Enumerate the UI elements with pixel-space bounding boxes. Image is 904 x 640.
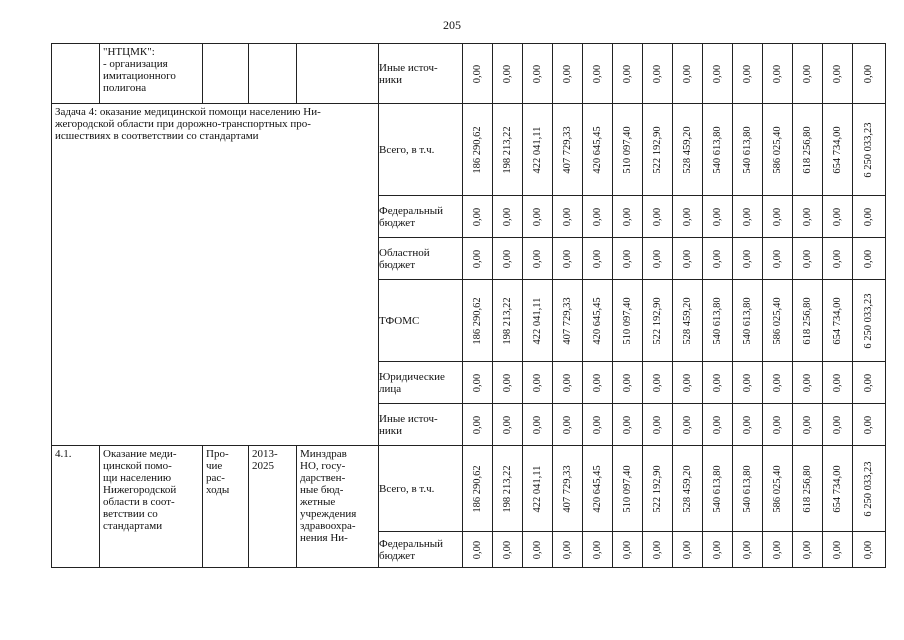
- value-text: 0,00: [471, 540, 483, 559]
- value-cell: [763, 404, 793, 446]
- value-cell: 0,00: [613, 44, 643, 104]
- value-cell: [793, 532, 823, 568]
- value-cell: [463, 238, 493, 280]
- value-cell: [823, 362, 853, 404]
- value-text: 0,00: [831, 415, 843, 434]
- value-cell: [583, 280, 613, 362]
- value-text: 0,00: [501, 415, 513, 434]
- value-text: 0,00: [831, 249, 843, 268]
- value-cell: [823, 404, 853, 446]
- source-label: Всего, в т.ч.: [379, 482, 435, 495]
- value-cell: [823, 280, 853, 362]
- value-text: 198 213,22: [501, 125, 513, 174]
- value-text: 0,00: [831, 540, 843, 559]
- value-text: 420 645,45: [591, 125, 603, 174]
- source-label: Иные источ- ники: [379, 61, 438, 86]
- value-text: 6 250 033,23: [863, 292, 874, 349]
- item-period-cell-text: 2013- 2025: [252, 448, 278, 472]
- value-text: 422 041,11: [531, 297, 543, 344]
- value-cell: [823, 532, 853, 568]
- value-cell: [673, 280, 703, 362]
- value-text: 618 256,80: [801, 296, 813, 345]
- value-cell: [853, 404, 886, 446]
- value-cell: [733, 446, 763, 532]
- value-cell: [553, 446, 583, 532]
- value-text: 407 729,33: [561, 125, 573, 174]
- value-text: 0,00: [741, 540, 753, 559]
- value-text: 198 213,22: [501, 296, 513, 345]
- value-cell: [703, 196, 733, 238]
- source-cell: [379, 404, 463, 446]
- source-cell: [379, 104, 463, 196]
- value-cell: 0,00: [583, 44, 613, 104]
- value-text: 0,00: [561, 249, 573, 268]
- table-row: [52, 446, 886, 532]
- executor-cell: [297, 44, 379, 104]
- value-cell: [553, 104, 583, 196]
- value-text: 540 613,80: [741, 464, 753, 513]
- value-text: 0,00: [591, 373, 603, 392]
- value-cell: [823, 104, 853, 196]
- value-cell: [493, 104, 523, 196]
- value-cell: [733, 104, 763, 196]
- value-cell: [493, 196, 523, 238]
- value-text: 618 256,80: [801, 125, 813, 174]
- value-cell: [793, 362, 823, 404]
- table-body: [52, 44, 886, 568]
- value-cell: [703, 238, 733, 280]
- value-text: 510 097,40: [621, 296, 633, 345]
- value-text: 0,00: [561, 207, 573, 226]
- value-cell: [613, 238, 643, 280]
- value-cell: [853, 196, 886, 238]
- value-text: 522 192,90: [651, 296, 663, 345]
- value-text: 0,00: [531, 540, 543, 559]
- value-cell: [643, 362, 673, 404]
- page-number: 205: [443, 18, 461, 32]
- value-cell: [613, 362, 643, 404]
- value-cell: [553, 532, 583, 568]
- value-cell: [523, 104, 553, 196]
- value-cell: [493, 532, 523, 568]
- value-text: 0,00: [531, 415, 543, 434]
- value-text: 522 192,90: [651, 464, 663, 513]
- value-cell: [493, 362, 523, 404]
- source-cell: [379, 196, 463, 238]
- value-text: 407 729,33: [561, 296, 573, 345]
- value-text: 0,00: [711, 540, 723, 559]
- value-cell: [703, 446, 733, 532]
- value-text: 586 025,40: [771, 464, 783, 513]
- value-text: 0,00: [741, 207, 753, 226]
- value-text: 0,00: [621, 373, 633, 392]
- value-cell: [583, 404, 613, 446]
- value-text: 528 459,20: [681, 464, 693, 513]
- value-cell: [763, 238, 793, 280]
- value-text: 540 613,80: [741, 296, 753, 345]
- table-row: [52, 104, 886, 196]
- value-cell: 0,00: [853, 44, 886, 104]
- value-cell: [463, 104, 493, 196]
- value-text: 0,00: [471, 373, 483, 392]
- value-cell: [553, 404, 583, 446]
- value-cell: [703, 104, 733, 196]
- value-text: 0,00: [681, 373, 693, 392]
- value-text: 540 613,80: [711, 125, 723, 174]
- source-label: Федеральный бюджет: [379, 204, 444, 229]
- value-cell: 0,00: [523, 44, 553, 104]
- value-text: 0,00: [651, 540, 663, 559]
- value-text: 0,00: [771, 373, 783, 392]
- value-text: 586 025,40: [771, 296, 783, 345]
- source-cell: [379, 446, 463, 532]
- value-cell: [793, 446, 823, 532]
- value-cell: 0,00: [703, 44, 733, 104]
- value-cell: [823, 446, 853, 532]
- value-cell: [643, 238, 673, 280]
- value-cell: [763, 196, 793, 238]
- item-number-cell: [52, 446, 100, 568]
- value-cell: [523, 196, 553, 238]
- value-cell: [673, 104, 703, 196]
- value-text: 540 613,80: [711, 464, 723, 513]
- value-cell: [583, 532, 613, 568]
- value-cell: [463, 196, 493, 238]
- value-text: 0,00: [531, 373, 543, 392]
- value-cell: 0,00: [463, 44, 493, 104]
- value-cell: 0,00: [493, 44, 523, 104]
- source-label: Юридические лица: [379, 370, 445, 395]
- value-cell: [763, 532, 793, 568]
- value-cell: [613, 280, 643, 362]
- value-text: 586 025,40: [771, 125, 783, 174]
- value-text: 0,00: [741, 373, 753, 392]
- item-period-cell: [249, 446, 297, 568]
- item-executor-cell-text: Минздрав НО, госу- дарствен- ные бюд- жетные учреждения здравоохра- нения Ни-: [300, 448, 357, 544]
- value-cell: [793, 196, 823, 238]
- value-text: 0,00: [471, 207, 483, 226]
- value-text: 0,00: [801, 249, 813, 268]
- value-cell: [583, 238, 613, 280]
- value-text: 407 729,33: [561, 464, 573, 513]
- item-category-cell: [203, 446, 249, 568]
- value-cell: [763, 280, 793, 362]
- value-text: 0,00: [801, 540, 813, 559]
- value-text: 0,00: [591, 207, 603, 226]
- number-cell: [52, 44, 100, 104]
- value-text: 0,00: [711, 249, 723, 268]
- value-text: 0,00: [771, 415, 783, 434]
- category-cell: [203, 44, 249, 104]
- value-text: 528 459,20: [681, 296, 693, 345]
- value-text: 0,00: [651, 207, 663, 226]
- task-title-cell-text: Задача 4: оказание медицинской помощи населению Ни- жегородской области при дорожно-транспортных про- исшествиях в соответствии со стандартами: [55, 106, 321, 142]
- value-text: 186 290,62: [471, 125, 483, 174]
- value-cell: [463, 362, 493, 404]
- value-cell: [553, 280, 583, 362]
- value-cell: [793, 404, 823, 446]
- value-text: 0,00: [621, 415, 633, 434]
- value-text: 186 290,62: [471, 464, 483, 513]
- value-cell: [673, 532, 703, 568]
- value-cell: [613, 532, 643, 568]
- value-cell: [853, 362, 886, 404]
- value-cell: [733, 280, 763, 362]
- value-text: 0,00: [711, 207, 723, 226]
- value-cell: [523, 362, 553, 404]
- source-label: Всего, в т.ч.: [379, 143, 435, 156]
- value-text: 0,00: [651, 415, 663, 434]
- source-cell: [379, 532, 463, 568]
- source-cell: [379, 44, 463, 104]
- value-text: 0,00: [531, 207, 543, 226]
- source-label: ТФОМС: [379, 314, 420, 327]
- item-name-cell-text: Оказание меди- цинской помо- щи населению Нижегородской области в соот- ветствии со стандартами: [103, 448, 177, 532]
- value-text: 0,00: [501, 540, 513, 559]
- value-text: 0,00: [801, 415, 813, 434]
- value-cell: [463, 532, 493, 568]
- value-text: 0,00: [651, 249, 663, 268]
- value-cell: [793, 238, 823, 280]
- task-title-cell: [52, 104, 379, 446]
- value-cell: [733, 196, 763, 238]
- value-text: 0,00: [863, 415, 874, 434]
- value-cell: [583, 362, 613, 404]
- value-text: 420 645,45: [591, 464, 603, 513]
- value-cell: [553, 196, 583, 238]
- value-cell: [673, 196, 703, 238]
- table-row: [52, 44, 886, 104]
- value-cell: [673, 446, 703, 532]
- value-text: 0,00: [561, 540, 573, 559]
- value-cell: [643, 404, 673, 446]
- value-text: 0,00: [591, 415, 603, 434]
- value-text: 540 613,80: [741, 125, 753, 174]
- value-text: 654 734,00: [831, 125, 843, 174]
- value-cell: [553, 238, 583, 280]
- org-cell: [100, 44, 203, 104]
- value-text: 0,00: [681, 207, 693, 226]
- value-cell: [733, 532, 763, 568]
- value-cell: [583, 446, 613, 532]
- value-text: 0,00: [471, 249, 483, 268]
- value-cell: [733, 362, 763, 404]
- value-cell: [643, 532, 673, 568]
- value-cell: [583, 196, 613, 238]
- value-cell: [583, 104, 613, 196]
- value-cell: [853, 104, 886, 196]
- value-cell: [793, 104, 823, 196]
- value-text: 0,00: [801, 207, 813, 226]
- source-cell: [379, 238, 463, 280]
- value-cell: [703, 404, 733, 446]
- value-cell: [643, 446, 673, 532]
- value-cell: [703, 362, 733, 404]
- value-text: 0,00: [863, 373, 874, 392]
- value-cell: [853, 238, 886, 280]
- value-cell: [493, 238, 523, 280]
- value-text: 186 290,62: [471, 296, 483, 345]
- value-text: 6 250 033,23: [863, 121, 874, 178]
- value-cell: [613, 196, 643, 238]
- item-name-cell: [100, 446, 203, 568]
- value-cell: [793, 280, 823, 362]
- value-text: 420 645,45: [591, 296, 603, 345]
- value-cell: [553, 362, 583, 404]
- value-cell: [643, 196, 673, 238]
- value-cell: 0,00: [643, 44, 673, 104]
- value-text: 0,00: [771, 540, 783, 559]
- source-label: Федеральный бюджет: [379, 537, 444, 562]
- value-cell: [733, 238, 763, 280]
- value-text: 0,00: [863, 207, 874, 226]
- value-text: 0,00: [741, 415, 753, 434]
- value-cell: [523, 532, 553, 568]
- value-cell: 0,00: [553, 44, 583, 104]
- value-text: 6 250 033,23: [863, 460, 874, 517]
- value-cell: 0,00: [793, 44, 823, 104]
- item-number-cell-text: 4.1.: [55, 448, 72, 460]
- value-cell: [673, 362, 703, 404]
- value-text: 0,00: [591, 249, 603, 268]
- value-cell: [613, 104, 643, 196]
- value-text: 0,00: [741, 249, 753, 268]
- value-cell: [523, 404, 553, 446]
- value-text: 0,00: [831, 373, 843, 392]
- value-cell: [703, 532, 733, 568]
- value-text: 0,00: [501, 207, 513, 226]
- budget-table: [51, 43, 886, 568]
- value-cell: 0,00: [823, 44, 853, 104]
- value-text: 0,00: [531, 249, 543, 268]
- value-text: 0,00: [621, 207, 633, 226]
- value-text: 0,00: [621, 540, 633, 559]
- value-text: 528 459,20: [681, 125, 693, 174]
- value-cell: 0,00: [673, 44, 703, 104]
- value-cell: [463, 280, 493, 362]
- value-cell: [733, 404, 763, 446]
- value-cell: [613, 404, 643, 446]
- source-cell: [379, 280, 463, 362]
- value-cell: [523, 446, 553, 532]
- value-text: 0,00: [863, 249, 874, 268]
- value-text: 510 097,40: [621, 464, 633, 513]
- value-cell: [463, 446, 493, 532]
- value-cell: [853, 532, 886, 568]
- value-cell: [703, 280, 733, 362]
- value-text: 540 613,80: [711, 296, 723, 345]
- value-text: 0,00: [651, 373, 663, 392]
- value-cell: [853, 446, 886, 532]
- source-cell: [379, 362, 463, 404]
- value-text: 654 734,00: [831, 296, 843, 345]
- value-text: 0,00: [561, 373, 573, 392]
- value-cell: 0,00: [733, 44, 763, 104]
- value-text: 0,00: [711, 415, 723, 434]
- value-text: 0,00: [681, 540, 693, 559]
- value-cell: [493, 446, 523, 532]
- value-cell: [823, 196, 853, 238]
- value-text: 0,00: [471, 415, 483, 434]
- value-text: 0,00: [711, 373, 723, 392]
- value-text: 0,00: [591, 540, 603, 559]
- period-cell: [249, 44, 297, 104]
- value-text: 198 213,22: [501, 464, 513, 513]
- value-cell: [463, 404, 493, 446]
- value-text: 522 192,90: [651, 125, 663, 174]
- value-cell: [673, 404, 703, 446]
- value-cell: [763, 104, 793, 196]
- value-text: 654 734,00: [831, 464, 843, 513]
- value-text: 0,00: [863, 540, 874, 559]
- value-text: 0,00: [681, 249, 693, 268]
- value-cell: [763, 446, 793, 532]
- org-text: "НТЦМК": - организация имитационного полигона: [103, 46, 176, 94]
- value-cell: [493, 280, 523, 362]
- value-text: 0,00: [771, 249, 783, 268]
- value-cell: [523, 280, 553, 362]
- value-cell: [673, 238, 703, 280]
- item-category-cell-text: Про- чие рас- ходы: [206, 448, 230, 496]
- value-cell: [763, 362, 793, 404]
- value-text: 0,00: [561, 415, 573, 434]
- value-cell: [523, 238, 553, 280]
- value-text: 0,00: [621, 249, 633, 268]
- source-label: Областной бюджет: [379, 246, 430, 271]
- value-text: 510 097,40: [621, 125, 633, 174]
- value-text: 0,00: [501, 249, 513, 268]
- value-text: 0,00: [831, 207, 843, 226]
- value-text: 0,00: [681, 415, 693, 434]
- value-text: 422 041,11: [531, 126, 543, 173]
- value-cell: [643, 280, 673, 362]
- value-text: 0,00: [801, 373, 813, 392]
- source-label: Иные источ- ники: [379, 412, 438, 437]
- value-cell: [853, 280, 886, 362]
- value-cell: [493, 404, 523, 446]
- value-cell: [613, 446, 643, 532]
- value-text: 0,00: [771, 207, 783, 226]
- value-text: 422 041,11: [531, 465, 543, 512]
- value-text: 0,00: [501, 373, 513, 392]
- value-cell: [823, 238, 853, 280]
- value-text: 618 256,80: [801, 464, 813, 513]
- value-cell: 0,00: [763, 44, 793, 104]
- item-executor-cell: [297, 446, 379, 568]
- value-cell: [643, 104, 673, 196]
